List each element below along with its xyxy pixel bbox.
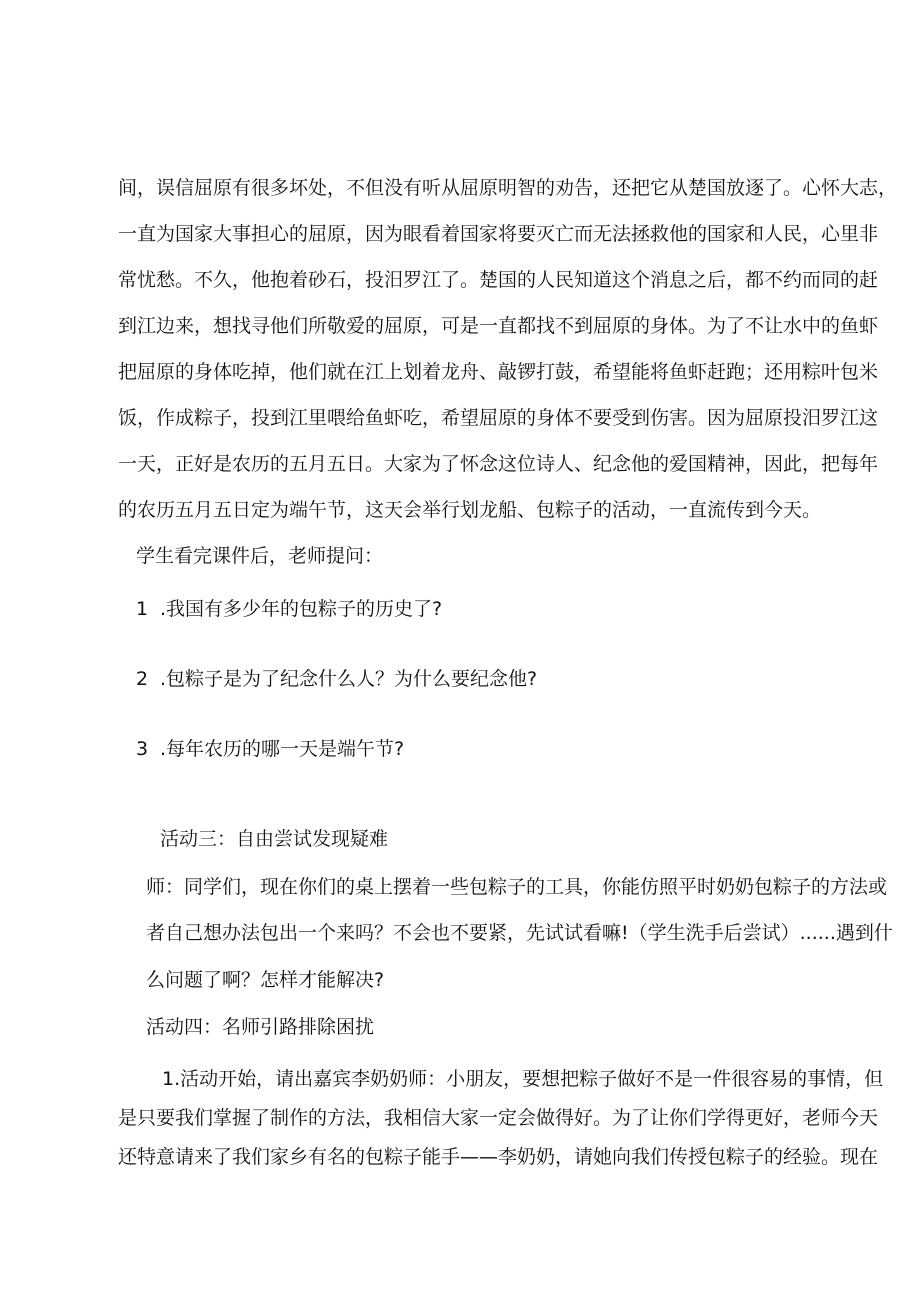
question-item: [136, 737, 404, 761]
question-text: .包粽子是为了纪念什么人？为什么要纪念他?: [160, 668, 538, 690]
story-line: 间，误信屈原有很多坏处，不但没有听从屈原明智的劝告，还把它从楚国放逐了。心怀大志，: [118, 177, 898, 199]
story-line: 常忧愁。不久，他抱着砂石，投汨罗江了。楚国的人民知道这个消息之后，都不约而同的赶: [118, 269, 879, 291]
question-number: 1: [136, 598, 149, 620]
question-item: [136, 597, 442, 621]
teacher-line: 么问题了啊？怎样才能解决?: [146, 969, 385, 991]
question-number: 3: [136, 738, 149, 760]
intro-question: 学生看完课件后，老师提问：: [136, 545, 384, 567]
activity-four-line: 是只要我们掌握了制作的方法，我相信大家一定会做得好。为了让你们学得更好，老师今天: [118, 1107, 879, 1129]
activity-three-title: 活动三：自由尝试发现疑难: [160, 828, 389, 850]
question-number: 2: [136, 668, 149, 690]
story-line: 一直为国家大事担心的屈原，因为眼看着国家将要灭亡而无法拯救他的国家和人民，心里非: [118, 223, 879, 245]
story-line: 的农历五月五日定为端午节，这天会举行划龙船、包粽子的活动，一直流传到今天。: [118, 499, 822, 521]
question-text: .每年农历的哪一天是端午节?: [160, 738, 405, 760]
activity-four-line: 1.活动开始，请出嘉宾李奶奶师：小朋友，要想把粽子做好不是一件很容易的事情，但: [162, 1068, 884, 1090]
activity-four-line: 还特意请来了我们家乡有名的包粽子能手——李奶奶，请她向我们传授包粽子的经验。现在: [118, 1146, 879, 1168]
teacher-line: 者自己想办法包出一个来吗？不会也不要紧，先试试看嘛!（学生洗手后尝试）......遇到什: [146, 922, 893, 944]
question-item: [136, 667, 537, 691]
question-text: .我国有多少年的包粽子的历史了?: [160, 598, 443, 620]
story-line: 把屈原的身体吃掉，他们就在江上划着龙舟、敲锣打鼓，希望能将鱼虾赶跑；还用粽叶包米: [118, 361, 879, 383]
story-line: 到江边来，想找寻他们所敬爱的屈原，可是一直都找不到屈原的身体。为了不让水中的鱼虾: [118, 315, 879, 337]
story-line: 一天，正好是农历的五月五日。大家为了怀念这位诗人、纪念他的爱国精神，因此，把每年: [118, 453, 879, 475]
teacher-line: 师：同学们，现在你们的桌上摆着一些包粽子的工具，你能仿照平时奶奶包粽子的方法或: [146, 876, 888, 898]
story-line: 饭，作成粽子，投到江里喂给鱼虾吃，希望屈原的身体不要受到伤害。因为屈原投汨罗江这: [118, 407, 879, 429]
activity-four-title: 活动四：名师引路排除困扰: [146, 1016, 375, 1038]
